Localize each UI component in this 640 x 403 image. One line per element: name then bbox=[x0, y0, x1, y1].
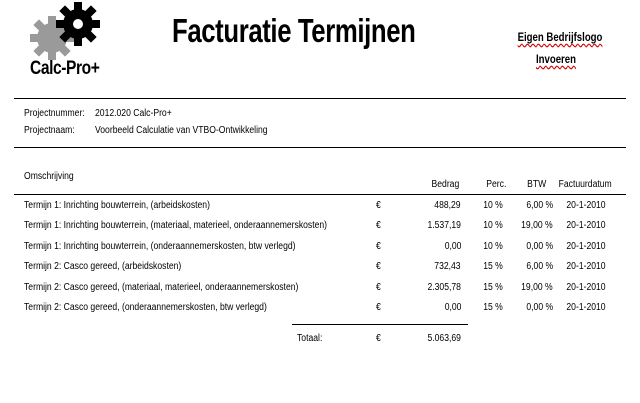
company-logo-line2: Invoeren bbox=[535, 52, 576, 66]
row-currency: € bbox=[376, 281, 381, 293]
row-percent: 15 % bbox=[483, 261, 503, 273]
logo-text: Calc-Pro+ bbox=[30, 58, 100, 79]
project-number-label: Projectnummer: bbox=[24, 108, 85, 119]
total-label: Totaal: bbox=[297, 333, 323, 344]
row-currency: € bbox=[376, 302, 381, 313]
row-percent: 10 % bbox=[483, 220, 503, 232]
row-vat: 6,00 % bbox=[526, 261, 553, 273]
row-description: Termijn 2: Casco gereed, (onderaannemerskosten, btw verlegd) bbox=[24, 302, 267, 313]
row-description: Termijn 1: Inrichting bouwterrein, (arbeidskosten) bbox=[24, 200, 210, 211]
row-vat: 0,00 % bbox=[526, 240, 553, 252]
row-description: Termijn 2: Casco gereed, (arbeidskosten) bbox=[24, 261, 182, 273]
total-divider bbox=[292, 324, 468, 325]
project-name-label: Projectnaam: bbox=[24, 125, 75, 136]
row-amount: 2.305,78 bbox=[427, 281, 461, 293]
row-amount: 0,00 bbox=[444, 240, 461, 252]
row-percent: 10 % bbox=[483, 240, 503, 252]
row-date: 20-1-2010 bbox=[566, 220, 606, 232]
row-date: 20-1-2010 bbox=[566, 200, 606, 211]
total-amount: 5.063,69 bbox=[427, 333, 461, 344]
row-percent: 15 % bbox=[483, 302, 503, 313]
header-amount: Bedrag bbox=[431, 179, 459, 190]
row-amount: 488,29 bbox=[434, 200, 461, 211]
project-divider bbox=[14, 147, 626, 148]
row-date: 20-1-2010 bbox=[566, 281, 606, 293]
calc-pro-logo bbox=[14, 2, 124, 82]
row-vat: 0,00 % bbox=[526, 302, 553, 313]
row-description: Termijn 2: Casco gereed, (materiaal, materieel, onderaannemerskosten) bbox=[24, 281, 299, 293]
row-currency: € bbox=[376, 240, 381, 252]
row-percent: 10 % bbox=[483, 200, 503, 211]
row-date: 20-1-2010 bbox=[566, 302, 606, 313]
row-vat: 19,00 % bbox=[521, 220, 553, 232]
row-date: 20-1-2010 bbox=[566, 261, 606, 273]
row-vat: 19,00 % bbox=[521, 281, 553, 293]
row-currency: € bbox=[376, 200, 381, 211]
row-description: Termijn 1: Inrichting bouwterrein, (onderaannemerskosten, btw verlegd) bbox=[24, 240, 296, 252]
row-amount: 732,43 bbox=[434, 261, 461, 273]
row-currency: € bbox=[376, 261, 381, 273]
row-amount: 0,00 bbox=[444, 302, 461, 313]
gear-icon bbox=[14, 2, 124, 64]
row-vat: 6,00 % bbox=[526, 200, 553, 211]
header-divider bbox=[14, 98, 626, 99]
company-logo-line1: Eigen Bedrijfslogo bbox=[517, 30, 603, 44]
row-date: 20-1-2010 bbox=[566, 240, 606, 252]
header-invoice-date: Factuurdatum bbox=[558, 179, 612, 190]
page-title: Facturatie Termijnen bbox=[172, 12, 416, 49]
project-name-value: Voorbeeld Calculatie van VTBO-Ontwikkeling bbox=[95, 125, 268, 136]
header-percent: Perc. bbox=[485, 179, 506, 190]
header-description: Omschrijving bbox=[24, 171, 74, 182]
project-number-value: 2012.020 Calc-Pro+ bbox=[95, 108, 172, 119]
row-amount: 1.537,19 bbox=[427, 220, 461, 232]
company-logo-placeholder[interactable] bbox=[517, 26, 603, 70]
row-description: Termijn 1: Inrichting bouwterrein, (materiaal, materieel, onderaannemerskosten) bbox=[24, 220, 328, 232]
header-vat: BTW bbox=[526, 179, 546, 190]
row-percent: 15 % bbox=[483, 281, 503, 293]
total-currency: € bbox=[376, 333, 381, 344]
table-header-divider bbox=[14, 194, 626, 195]
row-currency: € bbox=[376, 220, 381, 232]
